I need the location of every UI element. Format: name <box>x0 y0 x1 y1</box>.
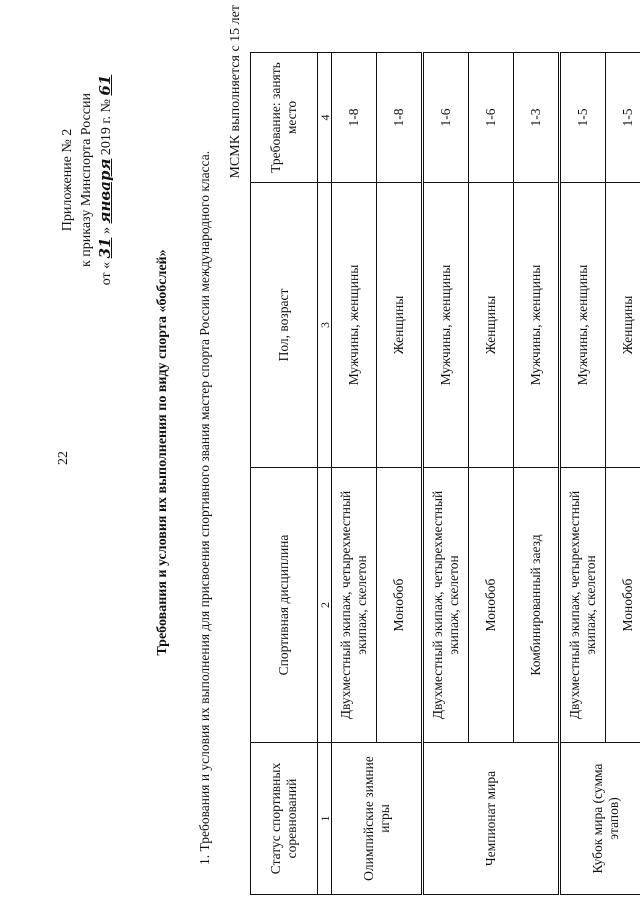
column-number: 2 <box>318 468 332 743</box>
table-row <box>560 53 606 895</box>
gender-age-cell: Женщины <box>606 183 640 468</box>
column-header: Требование: занять место <box>251 53 318 183</box>
place-requirement-cell: 1-3 <box>514 53 560 183</box>
appendix-date-line <box>96 55 116 305</box>
age-note: МСМК выполняется с 15 лет <box>228 5 243 179</box>
document-title: Требования и условия их выполнения по виду спорта «бобслей» <box>155 249 170 656</box>
appendix-header <box>58 55 116 305</box>
place-requirement-cell: 1-5 <box>560 53 606 183</box>
discipline-cell: Монобоб <box>377 468 423 743</box>
discipline-cell: Монобоб <box>469 468 514 743</box>
discipline-cell: Монобоб <box>606 468 640 743</box>
place-requirement-cell: 1-6 <box>423 53 469 183</box>
header-row <box>251 53 318 895</box>
handwritten-month: января <box>96 158 114 224</box>
column-number: 1 <box>318 743 332 895</box>
column-header: Статус спортивных соревнований <box>251 743 318 895</box>
gender-age-cell: Мужчины, женщины <box>332 183 377 468</box>
discipline-cell: Двухместный экипаж, четырехместный экипаж, скелетон <box>560 468 606 743</box>
column-number: 4 <box>318 53 332 183</box>
gender-age-cell: Женщины <box>377 183 423 468</box>
discipline-cell: Комбинированный заезд <box>514 468 560 743</box>
date-prefix: от « <box>99 261 114 286</box>
table-row <box>423 53 469 895</box>
handwritten-number: 61 <box>96 74 114 96</box>
handwritten-day: 31 <box>96 237 114 259</box>
discipline-cell: Двухместный экипаж, четырехместный экипаж, скелетон <box>332 468 377 743</box>
competition-status-cell: Чемпионат мира <box>423 743 560 895</box>
appendix-line-2: к приказу Минспорта России <box>79 93 94 267</box>
appendix-line-1: Приложение № 2 <box>60 128 75 232</box>
page-number: 22 <box>56 451 71 465</box>
column-number: 3 <box>318 183 332 468</box>
place-requirement-cell: 1-8 <box>332 53 377 183</box>
column-number-row <box>318 53 332 895</box>
gender-age-cell: Мужчины, женщины <box>423 183 469 468</box>
table-row <box>332 53 377 895</box>
year-text: 2019 г. № <box>99 99 114 156</box>
column-header: Пол, возраст <box>251 183 318 468</box>
requirements-table <box>250 52 640 895</box>
gender-age-cell: Мужчины, женщины <box>560 183 606 468</box>
place-requirement-cell: 1-8 <box>377 53 423 183</box>
competition-status-cell: Олимпийские зимние игры <box>332 743 423 895</box>
gender-age-cell: Мужчины, женщины <box>514 183 560 468</box>
date-mid: » <box>99 226 114 234</box>
gender-age-cell: Женщины <box>469 183 514 468</box>
column-header: Спортивная дисциплина <box>251 468 318 743</box>
discipline-cell: Двухместный экипаж, четырехместный экипаж, скелетон <box>423 468 469 743</box>
place-requirement-cell: 1-5 <box>606 53 640 183</box>
intro-paragraph: 1. Требования и условия их выполнения для присвоения спортивного звания мастер спорта России международного класса. <box>197 150 212 865</box>
place-requirement-cell: 1-6 <box>469 53 514 183</box>
competition-status-cell: Кубок мира (сумма этапов) <box>560 743 640 895</box>
